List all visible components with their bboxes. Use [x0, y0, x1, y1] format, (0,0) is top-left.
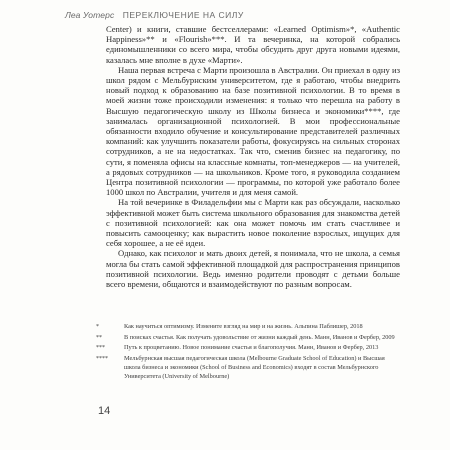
footnotes	[96, 323, 402, 383]
footnote	[96, 334, 402, 343]
footnote	[96, 344, 402, 353]
paragraph: Center) и книги, ставшие бестселлерами: «Learned Optimism»*, «Authentic Happiness»** и «Flourish»***. И та вечеринка, на которой собрались единомышленники со всего мира, чтобы обсудить друг друга новыми идеями, казалась мне вполне в духе «Марти».	[106, 24, 400, 65]
footnote-mark: ****	[96, 356, 108, 363]
footnote-text: Путь к процветанию. Новое понимание счастья и благополучия. Манн, Иванов и Фербер, 2013	[124, 344, 379, 352]
footnote	[96, 323, 402, 332]
main-text	[106, 24, 400, 289]
footnote-mark: ***	[96, 345, 105, 352]
paragraph: Однако, как психолог и мать двоих детей, я понимала, что не школа, а семья могла бы стать самой эффективной площадкой для распространения принципов позитивной психологии. Ведь именно родители проводят с детьми больше всего времени, общаются и взаимодействуют по разным вопросам.	[106, 248, 400, 290]
paragraph: На той вечеринке в Филадельфии мы с Марти как раз обсуждали, насколько эффективной может быть система школьного образования для знакомства детей с позитивной психологией: как она может помочь им стать счастливее и повысить самооценку; как вырастить новое поколение взрослых, ищущих для себя хорошее, а не её идеи.	[106, 197, 400, 249]
footnote-text: В поисках счастья. Как получать удовольствие от жизни каждый день. Манн, Иванов и Фербер, 2009	[124, 333, 395, 341]
paragraph: Наша первая встреча с Марти произошла в Австралии. Он приехал в одну из школ рядом с Мельбурнским университетом, где я работаю, чтобы внедрить новый подход к образованию на базе позитивной психологии. В то время в моей жизни тоже происходили изменения: я только что перешла на работу в Высшую педагогическую школу из Школы бизнеса и экономики****, где занималась организационной психологией. В мои профессиональные обязанности входило обучение и консультирование представителей различных компаний: как улучшить показатели работы, фокусируясь на сильных сторонах сотрудников, а не на недостатках. Так что, сменив бизнес на педагогику, по сути, я поменяла офисы на классные комнаты, топ-менеджеров — на учителей, а рядовых сотрудников — на школьников. Кроме того, я руководила созданием Центра позитивной психологии — программы, по которой уже работало более 1000 школ по Австралии, учителя и для меня самой.	[106, 64, 400, 198]
footnote-mark: *	[96, 324, 99, 330]
footnote-mark: **	[96, 334, 102, 341]
header-author: Леа Уотерс	[65, 10, 115, 20]
footnote	[96, 355, 402, 381]
header-book-title: ПЕРЕКЛЮЧЕНИЕ НА СИЛУ	[122, 10, 244, 20]
page-number: 14	[98, 405, 111, 417]
footnote-text: Как научиться оптимизму. Измените взгляд на мир и на жизнь. Альпина Паблишер, 2018	[124, 323, 363, 330]
running-header	[65, 10, 244, 20]
footnote-text: Мельбурнская высшая педагогическая школа (Melbourne Graduate School of Education) и Высшая школа бизнеса и экономики (School of Business and Economics) входят в состав Мельбурнского Университета (University of Melbourne)	[124, 355, 385, 380]
